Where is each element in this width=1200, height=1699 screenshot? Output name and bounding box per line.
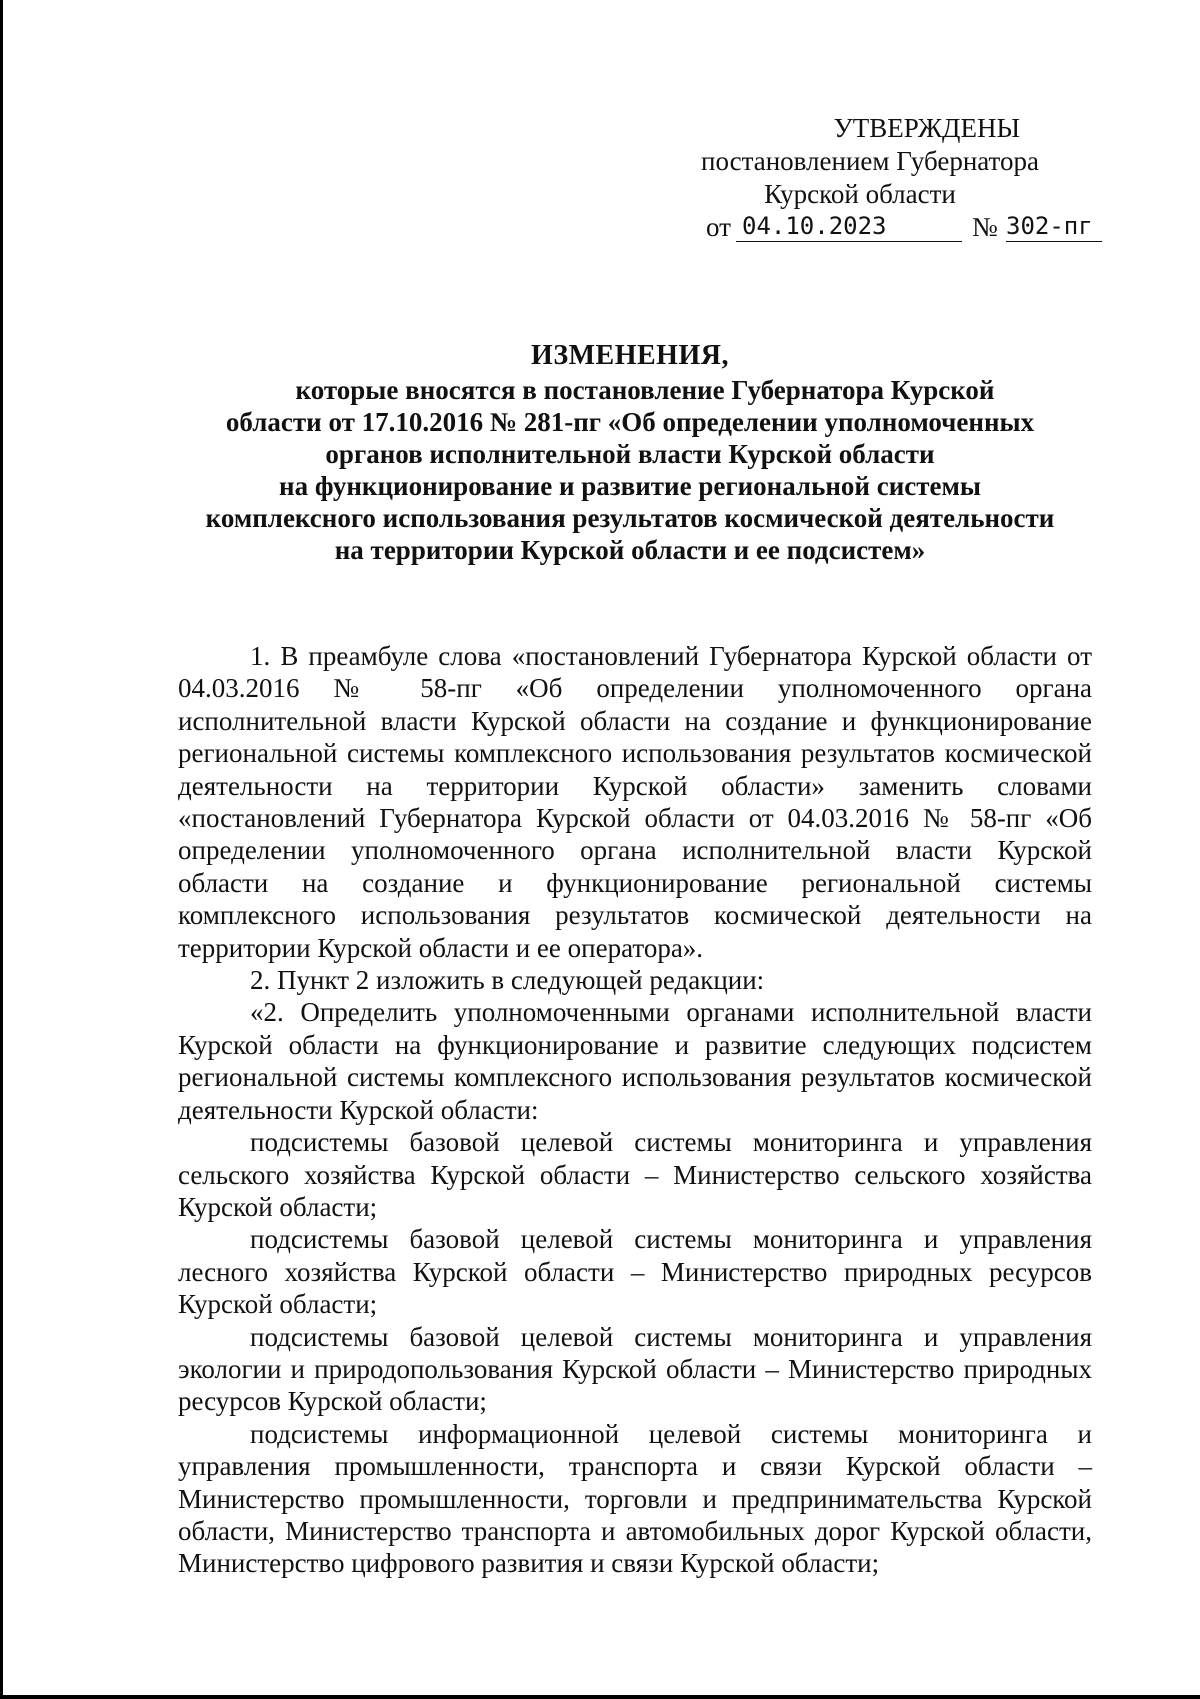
title-heading: ИЗМЕНЕНИЯ, [531, 340, 729, 371]
approved-label: УТВЕРЖДЕНЫ [833, 113, 1020, 143]
title-line: органов исполнительной власти Курской области [325, 439, 935, 469]
body-paragraph: 2. Пункт 2 изложить в следующей редакции: [250, 965, 765, 996]
approval-number: 302-пг [1006, 211, 1102, 242]
document-title [150, 340, 1110, 566]
body-paragraph: подсистемы базовой целевой системы мониторинга и управления лесного хозяйства Курской области – Министерство природных ресурсов Курской области; [178, 1224, 1092, 1320]
title-line: на функционирование и развитие региональной системы [279, 471, 981, 501]
title-line: на территории Курской области и ее подсистем» [334, 535, 926, 565]
approved-region: Курской области [764, 179, 956, 209]
scan-border-bottom [0, 1695, 1200, 1699]
body-paragraph: «2. Определить уполномоченными органами исполнительной власти Курской области на функционирование и развитие следующих подсистем региональной системы комплексного использования результатов космической деятельности Курской области: [178, 997, 1092, 1125]
body-paragraph: подсистемы базовой целевой системы мониторинга и управления сельского хозяйства Курской области – Министерство сельского хозяйства Курской области; [178, 1127, 1092, 1222]
title-line: комплексного использования результатов космической деятельности [205, 503, 1055, 533]
approval-date-line [690, 211, 1110, 245]
date-prefix: от [706, 212, 731, 242]
body-paragraph: 1. В преамбуле слова «постановлений Губернатора Курской области от 04.03.2016 № 58-пг «Об определении уполномоченного органа исполнительной власти Курской области на создание и функционирование региональной системы комплексного использования результатов космической деятельности на территории Курской области» заменить словами «постановлений Губернатора Курской области от 04.03.2016 № 58-пг «Об определении уполномоченного органа исполнительной власти Курской области на создание и функционирование региональной системы комплексного использования результатов космической деятельности на территории Курской области и ее оператора». [178, 641, 1092, 963]
body-paragraph: подсистемы информационной целевой системы мониторинга и управления промышленности, транспорта и связи Курской области – Министерство промышленности, торговли и предпринимательства Курской области, Министерство транспорта и автомобильных дорог Курской области, Министерство цифрового развития и связи Курской области; [178, 1418, 1092, 1579]
document-body [178, 640, 1092, 1580]
approval-stamp-block [690, 112, 1110, 245]
scan-border-left [0, 0, 3, 1699]
title-line: которые вносятся в постановление Губернатора Курской [295, 375, 995, 405]
title-line: области от 17.10.2016 № 281-пг «Об определении уполномоченных [225, 407, 1035, 437]
number-sign: № [972, 212, 998, 242]
body-paragraph: подсистемы базовой целевой системы мониторинга и управления экологии и природопользования Курской области – Министерство природных ресурсов Курской области; [178, 1321, 1092, 1417]
approved-by-decree: постановлением Губернатора [701, 146, 1039, 176]
approval-date: 04.10.2023 [736, 211, 962, 242]
